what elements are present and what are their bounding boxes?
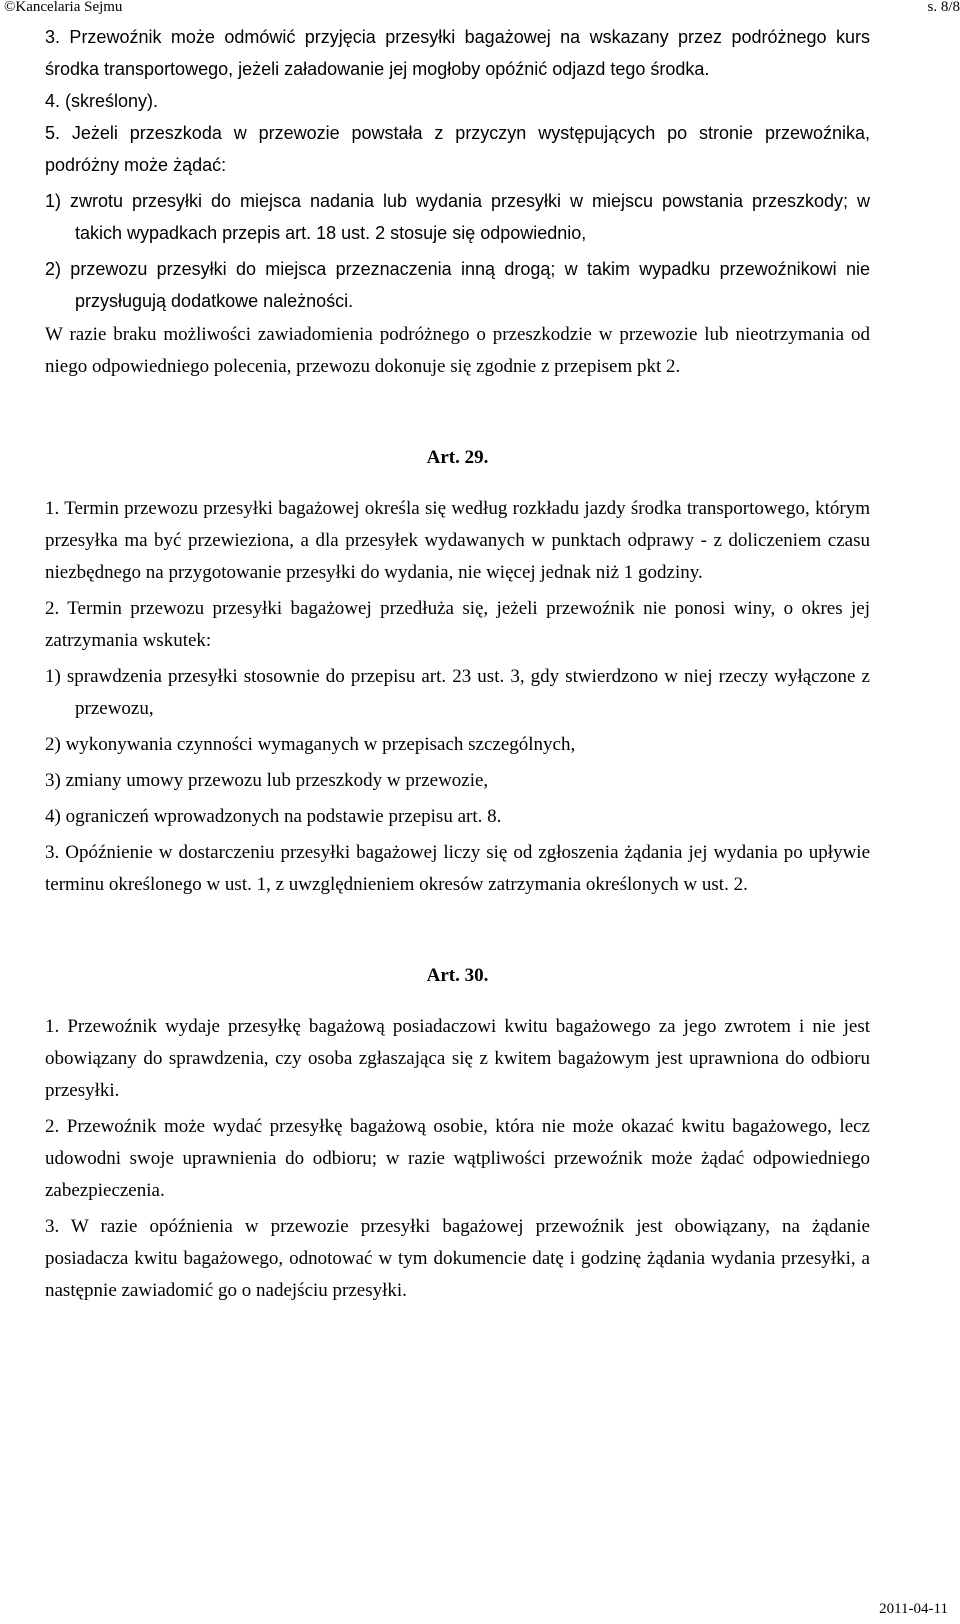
paragraph-4: 4. (skreślony). <box>45 91 159 111</box>
article-29-paragraph-2: 2. Termin przewozu przesyłki bagażowej przedłuża się, jeżeli przewoźnik nie ponosi winy, o okres jej zatrzymania wskutek: <box>45 598 870 651</box>
article-30-paragraph-2: 2. Przewoźnik może wydać przesyłkę bagażową osobie, która nie może okazać kwitu bagażowego, lecz udowodni swoje uprawnienia do odbioru; w razie wątpliwości przewoźnik może żądać odpowiedniego zabezpieczenia. <box>45 1116 870 1201</box>
paragraph-5-item-1: 1) zwrotu przesyłki do miejsca nadania lub wydania przesyłki w miejscu powstania przeszkody; w takich wypadkach przepis art. 18 ust. 2 stosuje się odpowiednio, <box>45 191 870 243</box>
footer-date: 2011-04-11 <box>879 1601 948 1617</box>
paragraph-5-tail: W razie braku możliwości zawiadomienia podróżnego o przeszkodzie w przewozie lub nieotrzymania od niego odpowiedniego polecenia, przewozu dokonuje się zgodnie z przepisem pkt 2. <box>45 324 870 377</box>
article-30-paragraph-3: 3. W razie opóźnienia w przewozie przesyłki bagażowej przewoźnik jest obowiązany, na żądanie posiadacza kwitu bagażowego, odnotować w tym dokumencie datę i godzinę żądania wydania przesyłki, a następnie zawiadomić go o nadejściu przesyłki. <box>45 1216 870 1301</box>
article-29-item-1: 1) sprawdzenia przesyłki stosownie do przepisu art. 23 ust. 3, gdy stwierdzono w niej rzeczy wyłączone z przewozu, <box>45 666 870 719</box>
article-29-item-2: 2) wykonywania czynności wymaganych w przepisach szczególnych, <box>45 734 576 755</box>
article-29-item-3: 3) zmiany umowy przewozu lub przeszkody w przewozie, <box>45 770 489 791</box>
paragraph-5-item-2: 2) przewozu przesyłki do miejsca przeznaczenia inną drogą; w takim wypadku przewoźnikowi nie przysługują dodatkowe należności. <box>45 259 870 311</box>
header-source: ©Kancelaria Sejmu <box>4 0 123 15</box>
header-page-number: s. 8/8 <box>927 0 960 15</box>
paragraph-3: 3. Przewoźnik może odmówić przyjęcia przesyłki bagażowej na wskazany przez podróżnego kurs środka transportowego, jeżeli załadowanie jej mogłoby opóźnić odjazd tego środka. <box>45 27 870 79</box>
article-30-title: Art. 30. <box>426 965 489 986</box>
paragraph-5: 5. Jeżeli przeszkoda w przewozie powstała z przyczyn występujących po stronie przewoźnika, podróżny może żądać: <box>45 123 870 175</box>
article-30-paragraph-1: 1. Przewoźnik wydaje przesyłkę bagażową posiadaczowi kwitu bagażowego za jego zwrotem i nie jest obowiązany do sprawdzenia, czy osoba zgłaszająca się z kwitem bagażowym jest uprawniona do odbioru przesyłki. <box>45 1016 870 1101</box>
article-29-title: Art. 29. <box>426 447 489 468</box>
document-body <box>45 21 870 1307</box>
article-29-paragraph-3: 3. Opóźnienie w dostarczeniu przesyłki bagażowej liczy się od zgłoszenia żądania jej wydania po upływie terminu określonego w ust. 1, z uwzględnieniem okresów zatrzymania określonych w ust. 2. <box>45 842 870 895</box>
article-29-paragraph-1: 1. Termin przewozu przesyłki bagażowej określa się według rozkładu jazdy środka transportowego, którym przesyłka ma być przewieziona, a dla przesyłek wydawanych w punktach odprawy - z doliczeniem czasu niezbędnego na przygotowanie przesyłki do wydania, nie więcej jednak niż 1 godziny. <box>45 498 870 583</box>
article-29-item-4: 4) ograniczeń wprowadzonych na podstawie przepisu art. 8. <box>45 806 502 827</box>
